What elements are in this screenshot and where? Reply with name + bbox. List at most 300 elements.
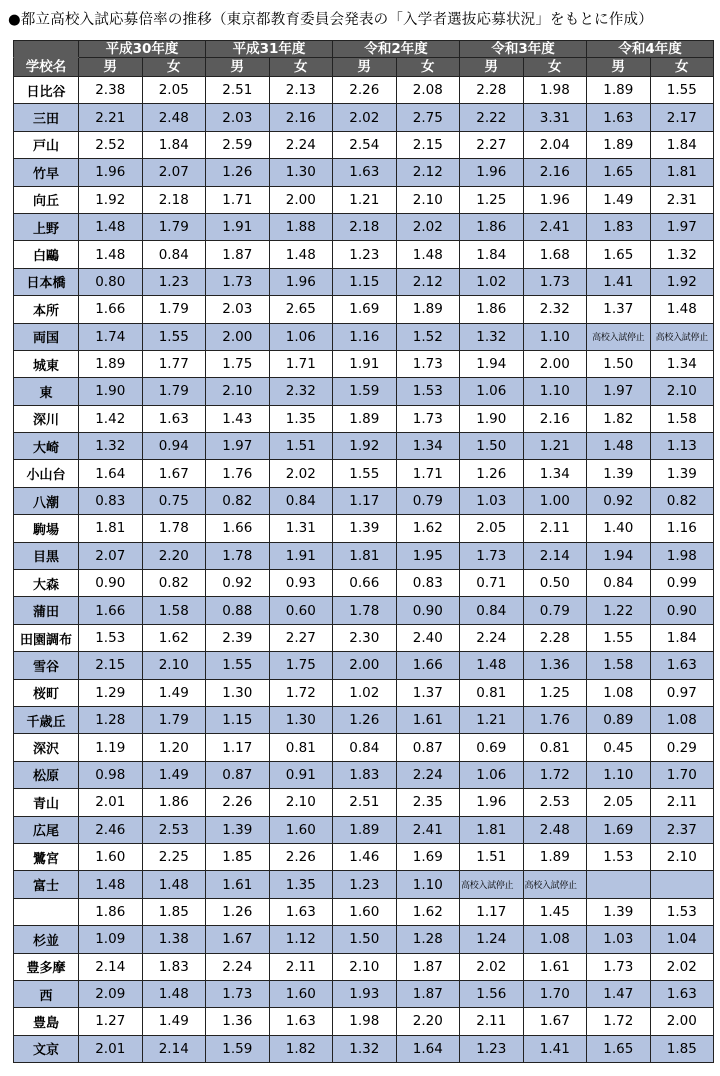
male-ratio-cell: 1.73 bbox=[587, 953, 651, 980]
male-ratio-cell: 1.90 bbox=[79, 378, 143, 405]
male-ratio-cell: 1.48 bbox=[460, 652, 524, 679]
school-name-cell: 雪谷 bbox=[14, 652, 79, 679]
female-ratio-cell: 1.34 bbox=[523, 460, 587, 487]
school-name-cell: 小山台 bbox=[14, 460, 79, 487]
male-ratio-cell: 1.89 bbox=[587, 77, 651, 104]
female-ratio-cell: 0.50 bbox=[523, 570, 587, 597]
female-ratio-cell: 0.93 bbox=[269, 570, 333, 597]
school-name-cell bbox=[14, 898, 79, 925]
table-row bbox=[14, 761, 714, 788]
female-ratio-cell: 1.32 bbox=[650, 241, 714, 268]
female-ratio-cell: 1.28 bbox=[396, 926, 460, 953]
female-ratio-cell: 1.71 bbox=[269, 350, 333, 377]
female-ratio-cell: 0.91 bbox=[269, 761, 333, 788]
female-ratio-cell: 1.86 bbox=[142, 789, 206, 816]
male-ratio-cell: 1.53 bbox=[587, 843, 651, 870]
female-ratio-cell: 2.28 bbox=[523, 624, 587, 651]
female-ratio-cell: 1.39 bbox=[650, 460, 714, 487]
male-ratio-cell: 2.10 bbox=[333, 953, 397, 980]
female-ratio-cell: 1.95 bbox=[396, 542, 460, 569]
female-ratio-cell: 1.91 bbox=[269, 542, 333, 569]
table-row bbox=[14, 378, 714, 405]
female-ratio-cell: 2.65 bbox=[269, 296, 333, 323]
male-ratio-cell: 1.43 bbox=[206, 405, 270, 432]
male-ratio-cell: 1.97 bbox=[206, 433, 270, 460]
female-ratio-cell: 2.04 bbox=[523, 131, 587, 158]
female-ratio-cell: 1.62 bbox=[142, 624, 206, 651]
female-ratio-cell: 1.30 bbox=[269, 159, 333, 186]
male-ratio-cell: 0.83 bbox=[79, 487, 143, 514]
female-ratio-cell: 0.99 bbox=[650, 570, 714, 597]
school-name-cell: 城東 bbox=[14, 350, 79, 377]
male-ratio-cell: 1.97 bbox=[587, 378, 651, 405]
female-ratio-cell: 高校入試停止 bbox=[650, 323, 714, 350]
male-ratio-cell: 1.37 bbox=[587, 296, 651, 323]
school-name-cell: 八潮 bbox=[14, 487, 79, 514]
female-ratio-cell: 2.48 bbox=[523, 816, 587, 843]
female-ratio-cell: 0.82 bbox=[650, 487, 714, 514]
male-ratio-cell: 0.90 bbox=[79, 570, 143, 597]
female-ratio-cell: 1.51 bbox=[269, 433, 333, 460]
male-ratio-cell: 1.65 bbox=[587, 1035, 651, 1062]
male-ratio-cell: 0.87 bbox=[206, 761, 270, 788]
male-ratio-cell: 2.30 bbox=[333, 624, 397, 651]
female-ratio-cell: 1.30 bbox=[269, 706, 333, 733]
female-ratio-cell: 1.49 bbox=[142, 1008, 206, 1035]
male-ratio-cell: 2.07 bbox=[79, 542, 143, 569]
male-ratio-cell: 1.98 bbox=[333, 1008, 397, 1035]
male-ratio-cell: 1.22 bbox=[587, 597, 651, 624]
male-ratio-cell: 2.28 bbox=[460, 77, 524, 104]
male-ratio-cell: 1.71 bbox=[206, 186, 270, 213]
male-ratio-cell: 1.63 bbox=[333, 159, 397, 186]
female-ratio-cell: 1.63 bbox=[142, 405, 206, 432]
female-ratio-cell: 1.60 bbox=[269, 816, 333, 843]
male-ratio-cell: 1.91 bbox=[206, 213, 270, 240]
table-row bbox=[14, 241, 714, 268]
female-ratio-cell: 1.34 bbox=[396, 433, 460, 460]
female-ratio-cell: 1.63 bbox=[269, 898, 333, 925]
male-ratio-cell: 1.55 bbox=[333, 460, 397, 487]
female-ratio-cell: 2.15 bbox=[396, 131, 460, 158]
male-ratio-cell: 0.82 bbox=[206, 487, 270, 514]
female-ratio-cell: 2.00 bbox=[269, 186, 333, 213]
male-ratio-cell: 1.02 bbox=[460, 268, 524, 295]
school-name-cell: 杉並 bbox=[14, 926, 79, 953]
male-ratio-cell: 1.69 bbox=[333, 296, 397, 323]
male-ratio-cell: 1.76 bbox=[206, 460, 270, 487]
female-ratio-cell: 1.48 bbox=[142, 871, 206, 898]
female-ratio-cell: 1.62 bbox=[396, 515, 460, 542]
year-header: 平成31年度 bbox=[206, 41, 333, 58]
female-ratio-cell: 2.02 bbox=[650, 953, 714, 980]
female-ratio-cell: 1.87 bbox=[396, 953, 460, 980]
female-ratio-cell: 1.72 bbox=[523, 761, 587, 788]
female-ratio-cell: 2.10 bbox=[396, 186, 460, 213]
male-ratio-cell: 1.03 bbox=[587, 926, 651, 953]
table-row bbox=[14, 433, 714, 460]
male-ratio-cell: 1.56 bbox=[460, 980, 524, 1007]
school-name-cell: 豊島 bbox=[14, 1008, 79, 1035]
school-name-cell: 大崎 bbox=[14, 433, 79, 460]
female-ratio-cell: 1.68 bbox=[523, 241, 587, 268]
male-ratio-cell: 1.15 bbox=[206, 706, 270, 733]
female-header: 女 bbox=[396, 58, 460, 77]
male-ratio-cell: 2.38 bbox=[79, 77, 143, 104]
male-ratio-cell: 1.26 bbox=[206, 159, 270, 186]
male-ratio-cell: 1.50 bbox=[587, 350, 651, 377]
female-ratio-cell: 2.26 bbox=[269, 843, 333, 870]
female-ratio-cell: 2.32 bbox=[269, 378, 333, 405]
male-ratio-cell: 1.83 bbox=[333, 761, 397, 788]
male-ratio-cell: 2.59 bbox=[206, 131, 270, 158]
header-corner bbox=[14, 41, 79, 58]
table-row bbox=[14, 213, 714, 240]
female-ratio-cell: 2.12 bbox=[396, 159, 460, 186]
female-ratio-cell: 2.20 bbox=[396, 1008, 460, 1035]
female-ratio-cell: 1.55 bbox=[650, 77, 714, 104]
female-ratio-cell: 1.81 bbox=[650, 159, 714, 186]
male-ratio-cell: 1.06 bbox=[460, 378, 524, 405]
male-ratio-cell: 1.39 bbox=[333, 515, 397, 542]
female-ratio-cell: 1.96 bbox=[523, 186, 587, 213]
school-name-cell: 日比谷 bbox=[14, 77, 79, 104]
table-row bbox=[14, 980, 714, 1007]
male-ratio-cell: 2.21 bbox=[79, 104, 143, 131]
male-ratio-cell: 2.22 bbox=[460, 104, 524, 131]
male-ratio-cell: 1.21 bbox=[333, 186, 397, 213]
table-row bbox=[14, 323, 714, 350]
female-ratio-cell: 1.08 bbox=[523, 926, 587, 953]
female-ratio-cell: 2.10 bbox=[142, 652, 206, 679]
male-ratio-cell: 1.85 bbox=[206, 843, 270, 870]
male-header: 男 bbox=[587, 58, 651, 77]
male-ratio-cell: 1.51 bbox=[460, 843, 524, 870]
table-row bbox=[14, 515, 714, 542]
male-ratio-cell: 0.45 bbox=[587, 734, 651, 761]
male-ratio-cell: 2.11 bbox=[460, 1008, 524, 1035]
male-ratio-cell: 1.09 bbox=[79, 926, 143, 953]
female-ratio-cell: 1.85 bbox=[650, 1035, 714, 1062]
female-ratio-cell: 1.16 bbox=[650, 515, 714, 542]
school-name-cell: 深川 bbox=[14, 405, 79, 432]
male-ratio-cell: 1.02 bbox=[333, 679, 397, 706]
female-ratio-cell: 1.53 bbox=[396, 378, 460, 405]
female-ratio-cell: 1.21 bbox=[523, 433, 587, 460]
male-ratio-cell: 1.03 bbox=[460, 487, 524, 514]
female-ratio-cell: 1.84 bbox=[142, 131, 206, 158]
male-ratio-cell: 1.84 bbox=[460, 241, 524, 268]
male-header: 男 bbox=[206, 58, 270, 77]
male-ratio-cell: 1.89 bbox=[79, 350, 143, 377]
female-ratio-cell: 1.75 bbox=[269, 652, 333, 679]
male-ratio-cell: 0.71 bbox=[460, 570, 524, 597]
male-ratio-cell: 1.39 bbox=[587, 898, 651, 925]
male-ratio-cell: 0.80 bbox=[79, 268, 143, 295]
male-ratio-cell: 0.92 bbox=[587, 487, 651, 514]
school-name-cell: 東 bbox=[14, 378, 79, 405]
female-ratio-cell: 1.10 bbox=[523, 323, 587, 350]
male-ratio-cell: 0.88 bbox=[206, 597, 270, 624]
female-ratio-cell: 1.84 bbox=[650, 624, 714, 651]
female-ratio-cell: 1.34 bbox=[650, 350, 714, 377]
male-ratio-cell: 0.84 bbox=[587, 570, 651, 597]
male-ratio-cell: 1.86 bbox=[79, 898, 143, 925]
female-ratio-cell: 2.17 bbox=[650, 104, 714, 131]
female-ratio-cell: 1.87 bbox=[396, 980, 460, 1007]
male-ratio-cell: 1.24 bbox=[460, 926, 524, 953]
male-ratio-cell: 1.39 bbox=[587, 460, 651, 487]
male-ratio-cell bbox=[587, 871, 651, 898]
female-ratio-cell: 2.48 bbox=[142, 104, 206, 131]
male-ratio-cell: 0.84 bbox=[460, 597, 524, 624]
female-ratio-cell: 1.79 bbox=[142, 296, 206, 323]
female-ratio-cell: 1.73 bbox=[523, 268, 587, 295]
female-ratio-cell: 1.61 bbox=[396, 706, 460, 733]
male-ratio-cell: 1.73 bbox=[206, 980, 270, 1007]
table-row bbox=[14, 350, 714, 377]
table-header bbox=[14, 41, 714, 77]
table-row bbox=[14, 77, 714, 104]
female-ratio-cell: 1.58 bbox=[650, 405, 714, 432]
male-ratio-cell: 2.00 bbox=[206, 323, 270, 350]
table-row bbox=[14, 131, 714, 158]
female-ratio-cell: 1.82 bbox=[269, 1035, 333, 1062]
female-ratio-cell: 0.97 bbox=[650, 679, 714, 706]
female-ratio-cell: 2.16 bbox=[523, 405, 587, 432]
female-ratio-cell: 2.40 bbox=[396, 624, 460, 651]
female-ratio-cell: 1.48 bbox=[650, 296, 714, 323]
male-ratio-cell: 1.47 bbox=[587, 980, 651, 1007]
table-row bbox=[14, 652, 714, 679]
male-ratio-cell: 1.48 bbox=[79, 871, 143, 898]
male-ratio-cell: 0.69 bbox=[460, 734, 524, 761]
male-ratio-cell: 1.29 bbox=[79, 679, 143, 706]
male-ratio-cell: 2.00 bbox=[333, 652, 397, 679]
page-title: ●都立高校入試応募倍率の推移（東京都教育委員会発表の「入学者選抜応募状況」をもとに作成） bbox=[8, 12, 653, 28]
male-ratio-cell: 1.89 bbox=[333, 816, 397, 843]
year-header: 令和4年度 bbox=[587, 41, 714, 58]
female-ratio-cell: 1.58 bbox=[142, 597, 206, 624]
male-ratio-cell: 2.51 bbox=[333, 789, 397, 816]
table-row bbox=[14, 1035, 714, 1062]
table-row bbox=[14, 789, 714, 816]
female-ratio-cell: 1.78 bbox=[142, 515, 206, 542]
table-row bbox=[14, 816, 714, 843]
female-ratio-cell: 1.41 bbox=[523, 1035, 587, 1062]
female-ratio-cell: 2.14 bbox=[523, 542, 587, 569]
male-ratio-cell: 1.25 bbox=[460, 186, 524, 213]
school-name-cell: 向丘 bbox=[14, 186, 79, 213]
female-ratio-cell: 1.85 bbox=[142, 898, 206, 925]
male-ratio-cell: 0.66 bbox=[333, 570, 397, 597]
school-name-cell: 文京 bbox=[14, 1035, 79, 1062]
female-ratio-cell: 2.53 bbox=[523, 789, 587, 816]
male-ratio-cell: 高校入試停止 bbox=[587, 323, 651, 350]
female-ratio-cell: 1.73 bbox=[396, 350, 460, 377]
male-ratio-cell: 2.02 bbox=[333, 104, 397, 131]
female-ratio-cell: 1.48 bbox=[269, 241, 333, 268]
table-row bbox=[14, 679, 714, 706]
female-ratio-cell: 2.10 bbox=[650, 378, 714, 405]
female-ratio-cell: 2.02 bbox=[396, 213, 460, 240]
male-ratio-cell: 1.32 bbox=[460, 323, 524, 350]
female-ratio-cell: 2.35 bbox=[396, 789, 460, 816]
female-ratio-cell: 1.55 bbox=[142, 323, 206, 350]
female-ratio-cell: 2.20 bbox=[142, 542, 206, 569]
female-ratio-cell: 1.62 bbox=[396, 898, 460, 925]
female-ratio-cell: 2.11 bbox=[269, 953, 333, 980]
male-header: 男 bbox=[460, 58, 524, 77]
male-ratio-cell: 2.03 bbox=[206, 296, 270, 323]
male-ratio-cell: 1.66 bbox=[79, 296, 143, 323]
female-ratio-cell: 2.31 bbox=[650, 186, 714, 213]
school-name-cell: 豊多摩 bbox=[14, 953, 79, 980]
female-ratio-cell: 2.18 bbox=[142, 186, 206, 213]
female-ratio-cell: 1.63 bbox=[650, 980, 714, 1007]
male-ratio-cell: 2.26 bbox=[333, 77, 397, 104]
female-ratio-cell: 2.10 bbox=[650, 843, 714, 870]
female-ratio-cell: 1.63 bbox=[269, 1008, 333, 1035]
female-ratio-cell: 1.79 bbox=[142, 706, 206, 733]
male-ratio-cell: 1.50 bbox=[333, 926, 397, 953]
male-ratio-cell: 1.26 bbox=[333, 706, 397, 733]
female-ratio-cell: 2.00 bbox=[523, 350, 587, 377]
female-ratio-cell: 1.84 bbox=[650, 131, 714, 158]
female-ratio-cell: 1.70 bbox=[523, 980, 587, 1007]
male-ratio-cell: 2.18 bbox=[333, 213, 397, 240]
table-row bbox=[14, 953, 714, 980]
school-name-cell: 富士 bbox=[14, 871, 79, 898]
female-ratio-cell: 1.92 bbox=[650, 268, 714, 295]
female-ratio-cell: 1.79 bbox=[142, 378, 206, 405]
female-ratio-cell: 1.00 bbox=[523, 487, 587, 514]
male-ratio-cell: 2.01 bbox=[79, 1035, 143, 1062]
male-ratio-cell: 1.26 bbox=[206, 898, 270, 925]
male-ratio-cell: 1.23 bbox=[333, 871, 397, 898]
male-ratio-cell: 2.05 bbox=[460, 515, 524, 542]
male-ratio-cell: 1.78 bbox=[206, 542, 270, 569]
male-ratio-cell: 1.73 bbox=[206, 268, 270, 295]
female-ratio-cell: 2.00 bbox=[650, 1008, 714, 1035]
female-ratio-cell: 2.05 bbox=[142, 77, 206, 104]
male-ratio-cell: 1.15 bbox=[333, 268, 397, 295]
year-header: 令和3年度 bbox=[460, 41, 587, 58]
male-ratio-cell: 1.93 bbox=[333, 980, 397, 1007]
female-ratio-cell: 2.37 bbox=[650, 816, 714, 843]
male-ratio-cell: 0.81 bbox=[460, 679, 524, 706]
male-ratio-cell: 2.05 bbox=[587, 789, 651, 816]
table-row bbox=[14, 487, 714, 514]
female-header: 女 bbox=[523, 58, 587, 77]
male-ratio-cell: 1.73 bbox=[460, 542, 524, 569]
school-name-cell: 竹早 bbox=[14, 159, 79, 186]
female-ratio-cell: 1.08 bbox=[650, 706, 714, 733]
female-ratio-cell: 1.73 bbox=[396, 405, 460, 432]
female-ratio-cell: 1.60 bbox=[269, 980, 333, 1007]
male-ratio-cell: 1.82 bbox=[587, 405, 651, 432]
male-ratio-cell: 1.61 bbox=[206, 871, 270, 898]
female-ratio-cell: 0.84 bbox=[142, 241, 206, 268]
male-ratio-cell: 2.26 bbox=[206, 789, 270, 816]
male-ratio-cell: 1.39 bbox=[206, 816, 270, 843]
female-ratio-cell: 1.89 bbox=[523, 843, 587, 870]
male-ratio-cell: 0.89 bbox=[587, 706, 651, 733]
male-ratio-cell: 1.87 bbox=[206, 241, 270, 268]
female-ratio-cell: 2.53 bbox=[142, 816, 206, 843]
table-row bbox=[14, 871, 714, 898]
female-ratio-cell: 1.35 bbox=[269, 405, 333, 432]
female-ratio-cell: 1.31 bbox=[269, 515, 333, 542]
male-ratio-cell: 1.63 bbox=[587, 104, 651, 131]
male-ratio-cell: 1.30 bbox=[206, 679, 270, 706]
male-ratio-cell: 1.66 bbox=[79, 597, 143, 624]
female-ratio-cell: 1.96 bbox=[269, 268, 333, 295]
school-name-cell: 西 bbox=[14, 980, 79, 1007]
female-ratio-cell: 2.16 bbox=[523, 159, 587, 186]
female-ratio-cell: 2.16 bbox=[269, 104, 333, 131]
male-ratio-cell: 1.59 bbox=[206, 1035, 270, 1062]
table-row bbox=[14, 706, 714, 733]
male-header: 男 bbox=[79, 58, 143, 77]
female-ratio-cell: 1.98 bbox=[650, 542, 714, 569]
female-ratio-cell: 1.06 bbox=[269, 323, 333, 350]
school-name-cell: 三田 bbox=[14, 104, 79, 131]
female-ratio-cell: 0.84 bbox=[269, 487, 333, 514]
male-ratio-cell: 1.66 bbox=[206, 515, 270, 542]
female-ratio-cell: 2.25 bbox=[142, 843, 206, 870]
female-ratio-cell: 2.08 bbox=[396, 77, 460, 104]
male-ratio-cell: 1.67 bbox=[206, 926, 270, 953]
female-ratio-cell: 1.67 bbox=[142, 460, 206, 487]
male-ratio-cell: 0.98 bbox=[79, 761, 143, 788]
female-ratio-cell: 1.35 bbox=[269, 871, 333, 898]
female-ratio-cell: 3.31 bbox=[523, 104, 587, 131]
male-ratio-cell: 1.10 bbox=[587, 761, 651, 788]
male-ratio-cell: 1.96 bbox=[79, 159, 143, 186]
female-ratio-cell: 0.60 bbox=[269, 597, 333, 624]
female-ratio-cell: 1.37 bbox=[396, 679, 460, 706]
female-ratio-cell: 1.04 bbox=[650, 926, 714, 953]
male-ratio-cell: 1.83 bbox=[587, 213, 651, 240]
male-ratio-cell: 1.89 bbox=[333, 405, 397, 432]
table-row bbox=[14, 597, 714, 624]
male-ratio-cell: 1.86 bbox=[460, 296, 524, 323]
female-ratio-cell: 2.41 bbox=[396, 816, 460, 843]
school-name-cell: 駒場 bbox=[14, 515, 79, 542]
school-name-cell: 鷺宮 bbox=[14, 843, 79, 870]
male-ratio-cell: 1.74 bbox=[79, 323, 143, 350]
school-name-cell: 本所 bbox=[14, 296, 79, 323]
male-ratio-cell: 1.48 bbox=[79, 213, 143, 240]
male-ratio-cell: 1.96 bbox=[460, 789, 524, 816]
male-ratio-cell: 1.55 bbox=[587, 624, 651, 651]
school-name-cell: 青山 bbox=[14, 789, 79, 816]
male-ratio-cell: 1.96 bbox=[460, 159, 524, 186]
table-row bbox=[14, 542, 714, 569]
male-ratio-cell: 2.51 bbox=[206, 77, 270, 104]
male-ratio-cell: 1.92 bbox=[79, 186, 143, 213]
female-ratio-cell: 1.88 bbox=[269, 213, 333, 240]
table-row bbox=[14, 898, 714, 925]
school-name-cell: 上野 bbox=[14, 213, 79, 240]
table-row bbox=[14, 926, 714, 953]
male-ratio-cell: 1.55 bbox=[206, 652, 270, 679]
male-ratio-cell: 2.09 bbox=[79, 980, 143, 1007]
female-ratio-cell: 1.72 bbox=[269, 679, 333, 706]
female-ratio-cell: 1.49 bbox=[142, 761, 206, 788]
female-ratio-cell: 1.13 bbox=[650, 433, 714, 460]
